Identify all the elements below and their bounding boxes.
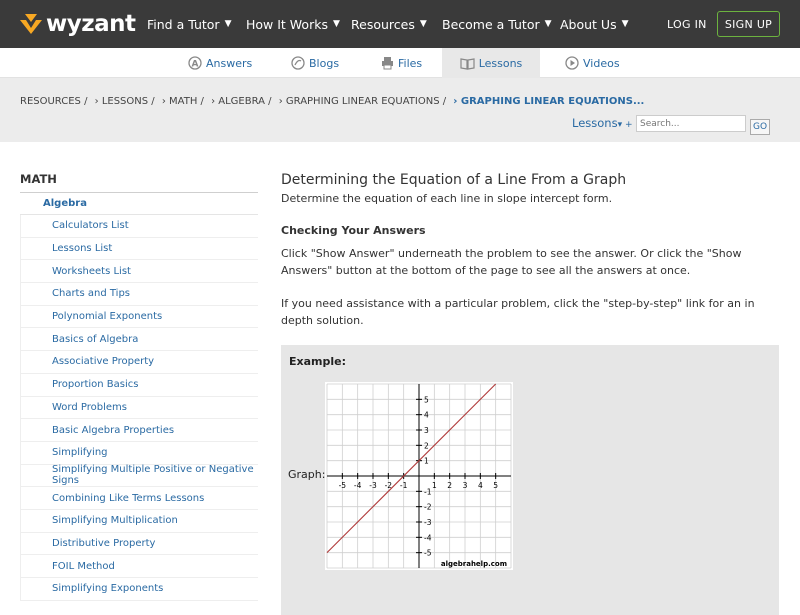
tab-files[interactable]: [381, 48, 422, 78]
breadcrumb-item[interactable]: › LESSONS /: [94, 96, 155, 107]
resources-subnav: [0, 48, 800, 78]
sidebar-item[interactable]: Worksheets List: [20, 260, 258, 283]
svg-text:A: A: [191, 59, 199, 70]
caret-down-icon: ▼: [544, 19, 552, 29]
sidebar-item[interactable]: Simplifying Multiplication: [20, 510, 258, 533]
sidebar-list: [20, 215, 258, 601]
y-tick-label: 1: [424, 456, 429, 466]
nav-become-a-tutor[interactable]: [442, 0, 552, 48]
graph-label: Graph:: [288, 468, 326, 481]
tab-label: Videos: [583, 56, 620, 70]
nav-label: Resources: [351, 16, 415, 32]
sidebar-item[interactable]: Simplifying: [20, 442, 258, 465]
y-tick-label: -4: [424, 533, 432, 543]
sidebar-item[interactable]: Proportion Basics: [20, 374, 258, 397]
blogs-icon: [291, 56, 305, 70]
sidebar-item[interactable]: Associative Property: [20, 351, 258, 374]
x-tick-label: 2: [447, 481, 453, 490]
lesson-content: [281, 170, 781, 329]
section-heading: Checking Your Answers: [281, 224, 426, 237]
breadcrumb-item[interactable]: › GRAPHING LINEAR EQUATIONS /: [278, 96, 447, 107]
caret-down-icon: ▼: [419, 19, 427, 29]
lessons-icon: [460, 57, 475, 70]
login-link[interactable]: LOG IN: [667, 17, 707, 31]
y-tick-label: -5: [424, 548, 432, 558]
tab-answers[interactable]: [188, 48, 252, 78]
search-go-button[interactable]: GO: [750, 119, 770, 135]
x-tick-label: 4: [477, 481, 483, 490]
search-scope-select[interactable]: [572, 116, 633, 130]
tab-label: Files: [398, 56, 423, 70]
breadcrumb-current[interactable]: › GRAPHING LINEAR EQUATIONS...: [453, 96, 645, 107]
nav-label: How It Works: [246, 16, 328, 32]
sidebar-item[interactable]: Combining Like Terms Lessons: [20, 487, 258, 510]
answers-icon: [188, 56, 202, 70]
y-tick-label: 2: [424, 441, 429, 451]
sidebar-heading: MATH: [20, 172, 57, 186]
x-tick-label: 5: [493, 481, 499, 490]
caret-down-icon: ▼: [332, 19, 340, 29]
x-tick-label: 3: [462, 481, 468, 490]
chevron-down-icon: ▾ +: [617, 120, 633, 130]
y-tick-label: 3: [424, 426, 429, 435]
graph-line: [327, 384, 499, 553]
sidebar-item[interactable]: Distributive Property: [20, 533, 258, 556]
graph-watermark: algebrahelp.com: [440, 560, 507, 568]
nav-label: Become a Tutor: [442, 16, 540, 32]
caret-down-icon: ▼: [224, 19, 232, 29]
signup-button[interactable]: SIGN UP: [717, 11, 780, 37]
sidebar-item[interactable]: Basic Algebra Properties: [20, 419, 258, 442]
tab-videos[interactable]: [565, 48, 620, 78]
y-tick-label: 5: [424, 395, 429, 405]
logo-mark-icon: [20, 14, 42, 34]
tab-label: Blogs: [309, 56, 340, 70]
sidebar-item[interactable]: Basics of Algebra: [20, 328, 258, 351]
top-navbar: [0, 0, 800, 48]
y-tick-label: -1: [424, 487, 432, 497]
page-subtitle: Determine the equation of each line in slope intercept form.: [281, 192, 613, 205]
search-input[interactable]: [636, 115, 746, 132]
example-label: Example:: [289, 355, 346, 368]
tab-blogs[interactable]: [291, 48, 339, 78]
sidebar-item[interactable]: Word Problems: [20, 397, 258, 420]
instructions-paragraph: Click "Show Answer" underneath the problem to see the answer. Or click the "Show Answers" button at the bottom of the page to see all the answers at once.: [281, 247, 742, 277]
sidebar-item[interactable]: Polynomial Exponents: [20, 306, 258, 329]
x-tick-label: -3: [369, 481, 377, 490]
y-tick-label: -3: [424, 518, 432, 527]
sidebar-item[interactable]: FOIL Method: [20, 555, 258, 578]
nav-label: Find a Tutor: [147, 16, 220, 32]
nav-resources[interactable]: [351, 0, 427, 48]
sidebar-item[interactable]: Simplifying Exponents: [20, 578, 258, 601]
x-tick-label: -4: [353, 481, 362, 490]
breadcrumb-item[interactable]: › ALGEBRA /: [211, 96, 272, 107]
sidebar-item[interactable]: Lessons List: [20, 238, 258, 261]
search-scope-label: Lessons: [572, 116, 618, 130]
page-title: Determining the Equation of a Line From a Graph: [281, 172, 627, 188]
line-graph: [325, 382, 513, 570]
breadcrumb-bar: [0, 78, 800, 142]
nav-how-it-works[interactable]: [246, 0, 340, 48]
logo-text: wyzant: [46, 11, 136, 37]
breadcrumb-item[interactable]: › MATH /: [161, 96, 204, 107]
breadcrumb-item[interactable]: RESOURCES /: [20, 96, 88, 107]
tab-label: Answers: [206, 56, 253, 70]
breadcrumb: [20, 96, 648, 107]
nav-label: About Us: [560, 16, 617, 32]
tab-label: Lessons: [478, 56, 523, 70]
sidebar-item[interactable]: Charts and Tips: [20, 283, 258, 306]
y-tick-label: -2: [424, 502, 432, 512]
tab-lessons[interactable]: [442, 48, 540, 78]
caret-down-icon: ▼: [621, 19, 629, 29]
x-tick-label: -5: [338, 481, 347, 490]
sidebar-category-algebra[interactable]: Algebra: [20, 193, 258, 215]
x-tick-label: 1: [431, 481, 437, 490]
nav-find-a-tutor[interactable]: [147, 0, 232, 48]
y-tick-label: 4: [424, 410, 429, 420]
sidebar-item[interactable]: Simplifying Multiple Positive or Negative Signs: [20, 465, 258, 488]
x-tick-label: -2: [384, 481, 393, 490]
nav-about-us[interactable]: [560, 0, 629, 48]
x-tick-label: -1: [399, 481, 408, 490]
example-box: [281, 345, 779, 615]
videos-icon: [565, 56, 579, 70]
wyzant-logo[interactable]: [20, 12, 136, 36]
sidebar-item[interactable]: Calculators List: [20, 215, 258, 238]
assistance-paragraph: If you need assistance with a particular problem, click the "step-by-step" link for an in depth solution.: [281, 297, 755, 327]
files-icon: [381, 56, 394, 70]
